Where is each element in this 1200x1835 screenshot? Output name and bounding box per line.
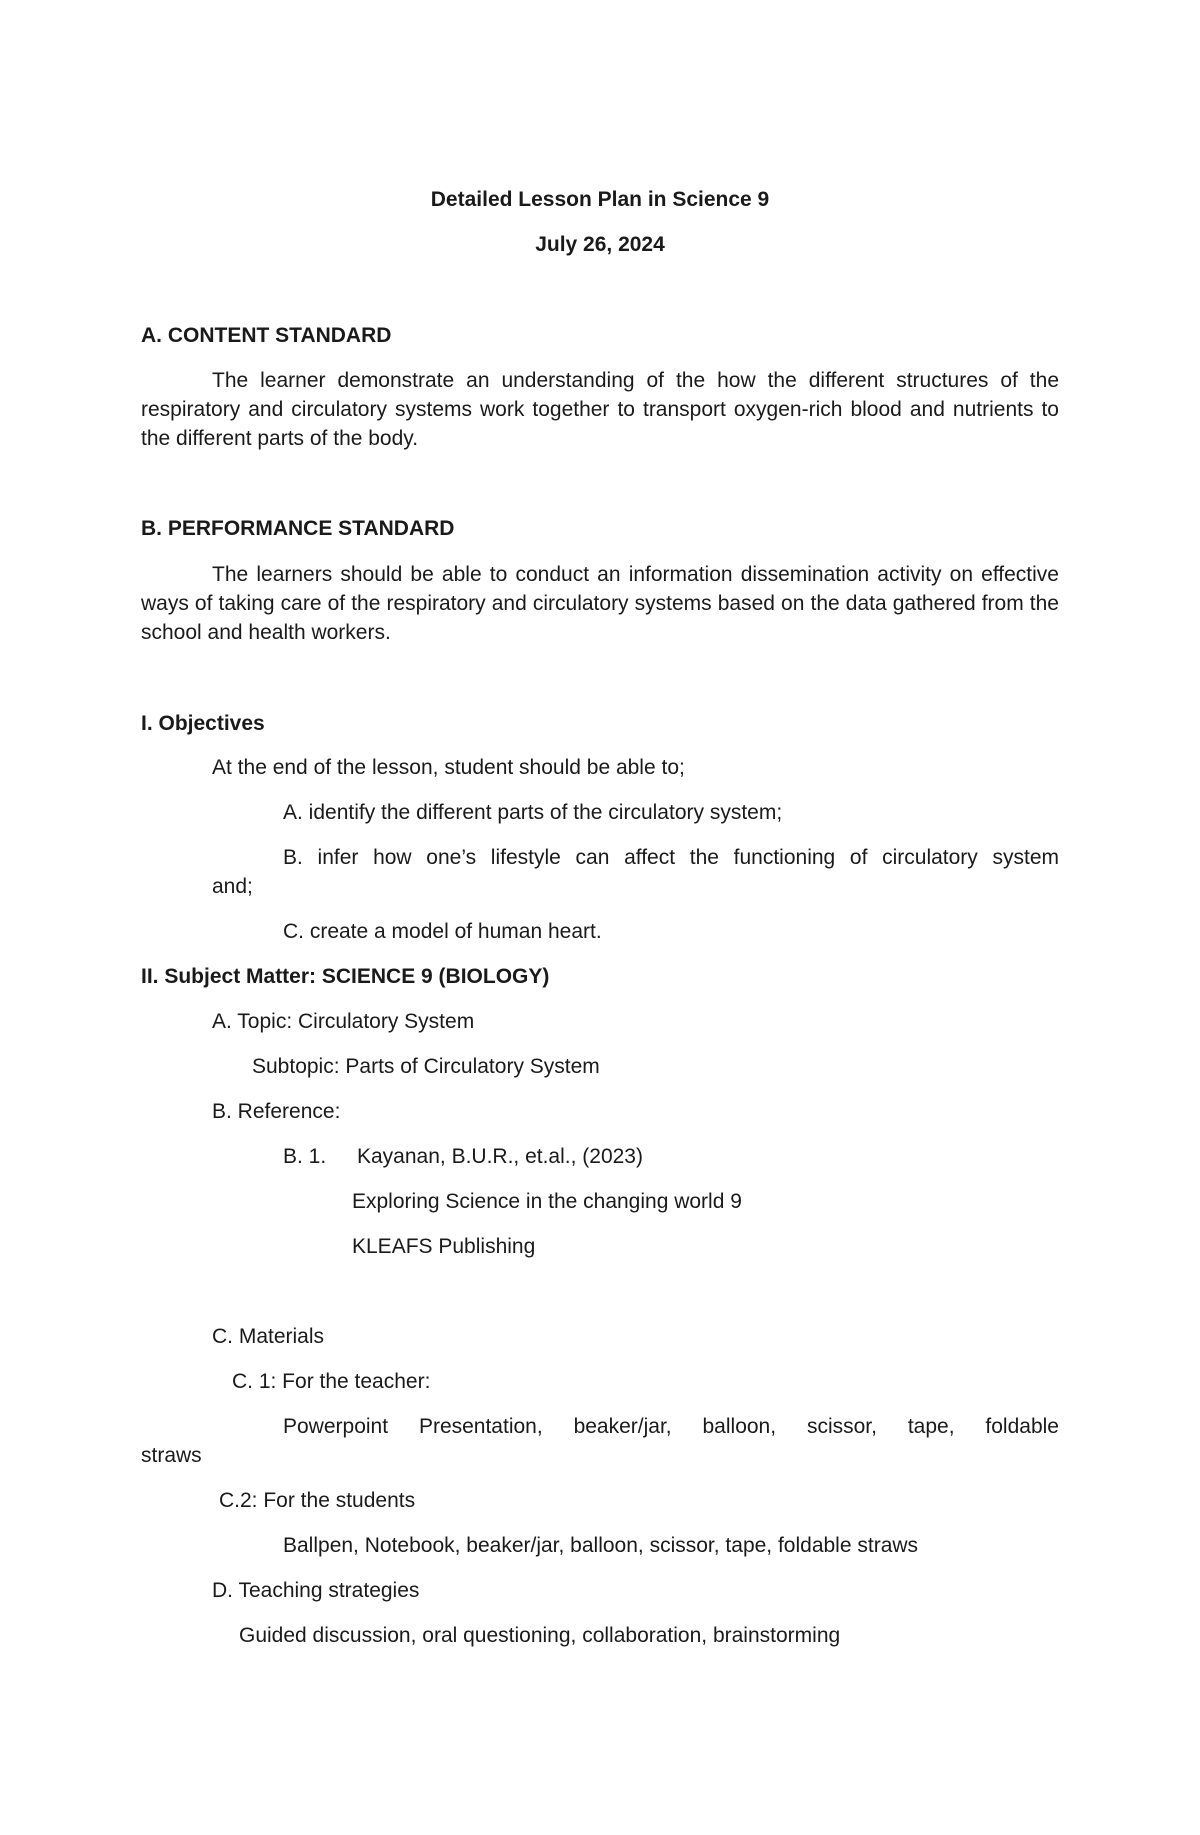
teacher-material-item: scissor, — [806, 1415, 877, 1438]
content-standard-heading: A. CONTENT STANDARD — [141, 324, 392, 347]
student-materials-label: C.2: For the students — [219, 1489, 416, 1512]
objectives-intro: At the end of the lesson, student should be able to; — [212, 756, 685, 779]
teacher-materials-list — [283, 1415, 1059, 1439]
reference-label: B. Reference: — [212, 1100, 341, 1123]
teaching-strategies-label: D. Teaching strategies — [212, 1579, 420, 1602]
document-date: July 26, 2024 — [535, 233, 665, 256]
teaching-strategies-list: Guided discussion, oral questioning, collaboration, brainstorming — [239, 1624, 841, 1647]
topic-line: A. Topic: Circulatory System — [212, 1010, 475, 1033]
teacher-materials-label: C. 1: For the teacher: — [232, 1370, 431, 1393]
student-materials-list: Ballpen, Notebook, beaker/jar, balloon, scissor, tape, foldable straws — [283, 1534, 919, 1557]
subtopic-line: Subtopic: Parts of Circulatory System — [252, 1055, 600, 1078]
subject-matter-heading: II. Subject Matter: SCIENCE 9 (BIOLOGY) — [141, 965, 550, 988]
objective-b-continuation: and; — [212, 875, 253, 898]
reference-number: B. 1. — [283, 1145, 327, 1168]
teacher-material-item: beaker/jar, — [573, 1415, 672, 1438]
objective-c: C. create a model of human heart. — [283, 920, 602, 943]
teacher-material-item: Presentation, — [418, 1415, 543, 1438]
teacher-material-item: tape, — [907, 1415, 955, 1438]
teacher-material-item: foldable — [985, 1415, 1059, 1438]
document-title: Detailed Lesson Plan in Science 9 — [430, 188, 770, 211]
objectives-heading: I. Objectives — [141, 712, 265, 735]
materials-label: C. Materials — [212, 1325, 325, 1348]
objective-a: A. identify the different parts of the circulatory system; — [283, 801, 783, 824]
reference-title: Exploring Science in the changing world 9 — [352, 1190, 742, 1213]
reference-author: Kayanan, B.U.R., et.al., (2023) — [357, 1145, 643, 1168]
performance-standard-text: The learners should be able to conduct an information dissemination activity on effective ways of taking care of the respiratory and circulatory systems based on the data gathered from the school and health workers. — [141, 563, 1059, 644]
content-standard-text: The learner demonstrate an understanding of the how the different structures of the respiratory and circulatory systems work together to transport oxygen-rich blood and nutrients to the different parts of the body. — [141, 369, 1059, 450]
teacher-material-item: balloon, — [702, 1415, 777, 1438]
teacher-material-item: Powerpoint — [283, 1415, 389, 1438]
performance-standard-heading: B. PERFORMANCE STANDARD — [141, 517, 455, 540]
reference-publisher: KLEAFS Publishing — [352, 1235, 536, 1258]
objective-b: B. infer how one’s lifestyle can affect the functioning of circulatory system — [283, 846, 1059, 869]
teacher-materials-continuation: straws — [141, 1444, 202, 1467]
